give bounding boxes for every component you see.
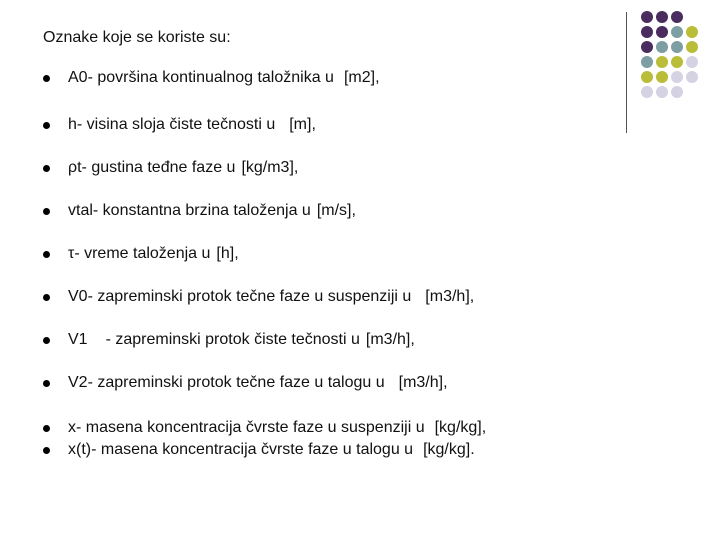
list-item bbox=[43, 244, 239, 263]
decorative-dot bbox=[641, 11, 653, 23]
item-text: - vreme taloženja u bbox=[74, 245, 211, 262]
bullet-icon bbox=[43, 447, 50, 454]
list-item bbox=[43, 440, 475, 459]
decorative-dot bbox=[656, 26, 668, 38]
item-text: - konstantna brzina taloženja u bbox=[92, 202, 311, 219]
item-unit: [m3/h] bbox=[365, 331, 411, 348]
item-unit: [h] bbox=[216, 245, 235, 262]
item-symbol: h bbox=[68, 116, 77, 133]
decorative-dot bbox=[671, 41, 683, 53]
item-unit: [kg/kg] bbox=[434, 419, 482, 436]
item-unit: [m3/h] bbox=[425, 288, 470, 305]
decorative-dot bbox=[656, 71, 668, 83]
item-symbol: vtal bbox=[68, 202, 93, 219]
item-symbol: V1 bbox=[68, 331, 88, 348]
item-text: - zapreminski protok čiste tečnosti u bbox=[105, 331, 360, 348]
item-text: - gustina teđne faze u bbox=[81, 159, 236, 176]
item-text: - zapreminski protok tečne faze u suspenziji u bbox=[87, 288, 412, 305]
item-unit: [m] bbox=[289, 116, 312, 133]
item-tail: , bbox=[469, 288, 475, 305]
decorative-dot bbox=[671, 86, 683, 98]
decorative-divider-line bbox=[626, 12, 627, 133]
item-symbol: τ bbox=[68, 245, 75, 262]
list-item bbox=[43, 330, 415, 349]
item-text: - masena koncentracija čvrste faze u suspenziji u bbox=[76, 419, 425, 436]
item-tail: , bbox=[375, 69, 380, 86]
decorative-dot bbox=[656, 56, 668, 68]
bullet-icon bbox=[43, 165, 50, 172]
bullet-icon bbox=[43, 208, 50, 215]
list-item bbox=[43, 373, 448, 392]
decorative-dot bbox=[641, 71, 653, 83]
item-unit: [kg/m3] bbox=[241, 159, 294, 176]
bullet-icon bbox=[43, 75, 50, 82]
item-text: - visina sloja čiste tečnosti u bbox=[76, 116, 276, 133]
item-unit: [m3/h] bbox=[398, 374, 444, 391]
item-symbol: V2 bbox=[68, 374, 88, 391]
bullet-icon bbox=[43, 294, 50, 301]
bullet-icon bbox=[43, 122, 50, 129]
item-tail: , bbox=[293, 159, 299, 176]
list-item bbox=[43, 115, 316, 134]
item-tail: , bbox=[443, 374, 448, 391]
item-text: - zapreminski protok tečne faze u talogu u bbox=[87, 374, 385, 391]
item-unit: [m2] bbox=[343, 69, 376, 86]
list-item bbox=[43, 418, 486, 437]
item-tail: , bbox=[311, 116, 316, 133]
decorative-dot bbox=[656, 11, 668, 23]
decorative-dot bbox=[641, 41, 653, 53]
decorative-dot bbox=[656, 41, 668, 53]
item-text: - masena koncentracija čvrste faze u talogu u bbox=[91, 441, 414, 458]
list-item bbox=[43, 287, 474, 306]
decorative-dot bbox=[671, 56, 683, 68]
decorative-dot bbox=[671, 11, 683, 23]
decorative-dot bbox=[671, 26, 683, 38]
decorative-dot bbox=[641, 86, 653, 98]
decorative-dot bbox=[686, 41, 698, 53]
slide-title: Oznake koje se koriste su: bbox=[43, 29, 231, 46]
decorative-dot bbox=[686, 71, 698, 83]
decorative-dot bbox=[656, 86, 668, 98]
item-text: - površina kontinualnog taložnika u bbox=[87, 69, 334, 86]
item-symbol: A0 bbox=[68, 69, 88, 86]
decorative-dot bbox=[641, 26, 653, 38]
bullet-icon bbox=[43, 425, 50, 432]
bullet-icon bbox=[43, 337, 50, 344]
item-tail: , bbox=[351, 202, 356, 219]
item-tail: . bbox=[470, 441, 475, 458]
bullet-icon bbox=[43, 380, 50, 387]
item-tail: , bbox=[481, 419, 487, 436]
item-symbol: x(t) bbox=[68, 441, 92, 458]
bullet-icon bbox=[43, 251, 50, 258]
item-tail: , bbox=[410, 331, 415, 348]
item-symbol: V0 bbox=[68, 288, 88, 305]
list-item bbox=[43, 158, 298, 177]
decorative-dot bbox=[686, 26, 698, 38]
item-symbol: x bbox=[68, 419, 76, 436]
decorative-dot bbox=[641, 56, 653, 68]
item-tail: , bbox=[234, 245, 239, 262]
list-item bbox=[43, 201, 356, 220]
decorative-dot bbox=[686, 56, 698, 68]
item-unit: [kg/kg] bbox=[423, 441, 471, 458]
decorative-dot bbox=[671, 71, 683, 83]
item-symbol: ρt bbox=[68, 159, 82, 176]
item-unit: [m/s] bbox=[316, 202, 352, 219]
list-item bbox=[43, 68, 380, 87]
